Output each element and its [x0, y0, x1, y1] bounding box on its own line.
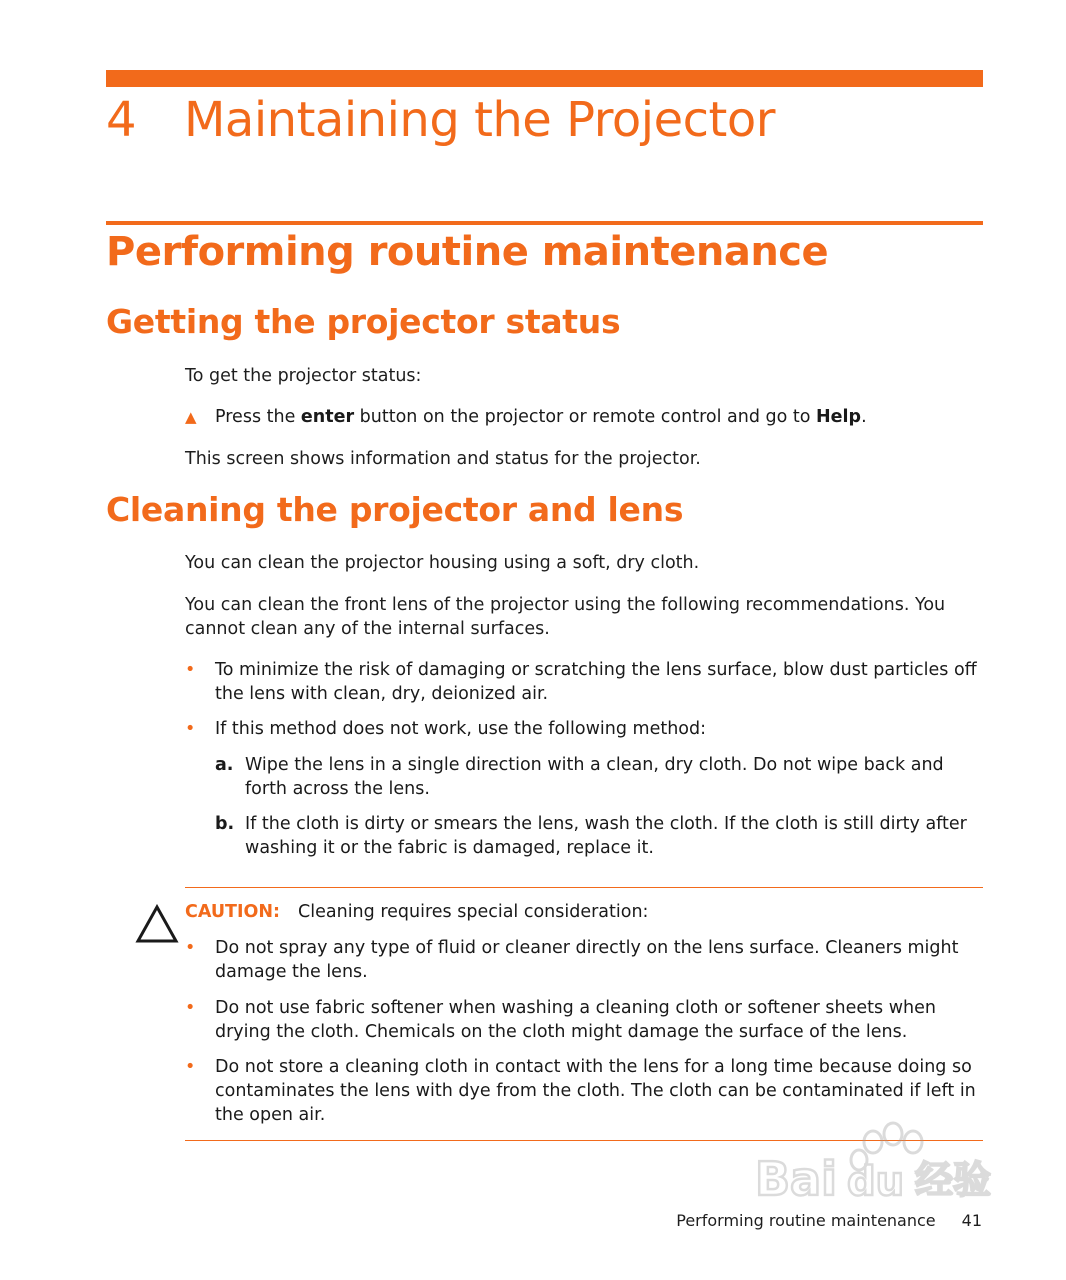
list-item-text: If this method does not work, use the following method:	[215, 719, 707, 739]
section-title: Performing routine maintenance	[106, 229, 829, 275]
list-item-text: Do not store a cleaning cloth in contact with the lens for a long time because doing so contaminates the lens with dye from the cloth. The cloth can be contaminated if left in the open air.	[215, 1057, 976, 1125]
cleaning-heading: Cleaning the projector and lens	[106, 490, 684, 529]
footer-title: Performing routine maintenance	[676, 1211, 936, 1230]
bullet-dot: •	[185, 660, 196, 680]
step-enter-key: enter	[300, 407, 355, 427]
step-item-text: If the cloth is dirty or smears the lens, wash the cloth. If the cloth is still dirty after washing it or the fabric is damaged, replace it.	[245, 814, 967, 858]
list-item-text: Do not spray any type of fluid or cleaner directly on the lens surface. Cleaners might damage the lens.	[215, 938, 959, 982]
list-item-text: To minimize the risk of damaging or scratching the lens surface, blow dust particles off the lens with clean, dry, deionized air.	[215, 660, 977, 704]
svg-text:Bai: Bai	[755, 1152, 837, 1206]
list-item	[185, 936, 985, 984]
list-item	[185, 996, 985, 1044]
cleaning-paragraph-1: You can clean the projector housing using a soft, dry cloth.	[185, 553, 700, 573]
bullet-dot: •	[185, 998, 196, 1018]
list-item	[185, 658, 985, 706]
caution-triangle-icon	[135, 904, 179, 944]
page-footer	[676, 1211, 982, 1230]
step-help-menu: Help	[816, 407, 862, 427]
caution-text: Cleaning requires special consideration:	[298, 902, 649, 922]
list-item-text: Do not use fabric softener when washing a cleaning cloth or softener sheets when drying the cloth. Chemicals on the cloth might damage the surface of the lens.	[215, 998, 936, 1042]
cleaning-paragraph-2: You can clean the front lens of the projector using the following recommendations. You cannot clean any of the internal surfaces.	[185, 595, 946, 639]
caution-label: CAUTION:	[185, 902, 281, 922]
step-label: b.	[215, 814, 235, 834]
step-item-text: Wipe the lens in a single direction with a clean, dry cloth. Do not wipe back and forth across the lens.	[245, 755, 944, 799]
status-heading: Getting the projector status	[106, 302, 621, 341]
step-text-3: .	[861, 407, 867, 427]
status-after: This screen shows information and status for the projector.	[185, 449, 701, 469]
step-triangle-icon: ▲	[185, 408, 197, 426]
step-text-1: Press the	[215, 407, 301, 427]
step-item	[215, 812, 985, 860]
baidu-watermark-logo	[755, 1120, 1005, 1220]
chapter-title	[106, 92, 775, 148]
section-rule	[106, 221, 983, 225]
svg-text:经验: 经验	[915, 1158, 992, 1202]
step-item	[215, 753, 985, 801]
step-label: a.	[215, 755, 234, 775]
chapter-number: 4	[106, 92, 137, 148]
bullet-dot: •	[185, 1057, 196, 1077]
chapter-top-bar	[106, 70, 983, 87]
bullet-dot: •	[185, 938, 196, 958]
step-text-2: button on the projector or remote control and go to	[354, 407, 817, 427]
page-number: 41	[961, 1211, 982, 1230]
chapter-title-text: Maintaining the Projector	[184, 92, 775, 148]
list-item	[185, 717, 985, 741]
bullet-dot: •	[185, 719, 196, 739]
status-intro: To get the projector status:	[185, 366, 422, 386]
caution-top-rule	[185, 887, 983, 888]
caution-header	[185, 900, 648, 924]
status-step	[185, 405, 867, 429]
svg-text:du: du	[847, 1159, 905, 1205]
list-item	[185, 1055, 985, 1127]
